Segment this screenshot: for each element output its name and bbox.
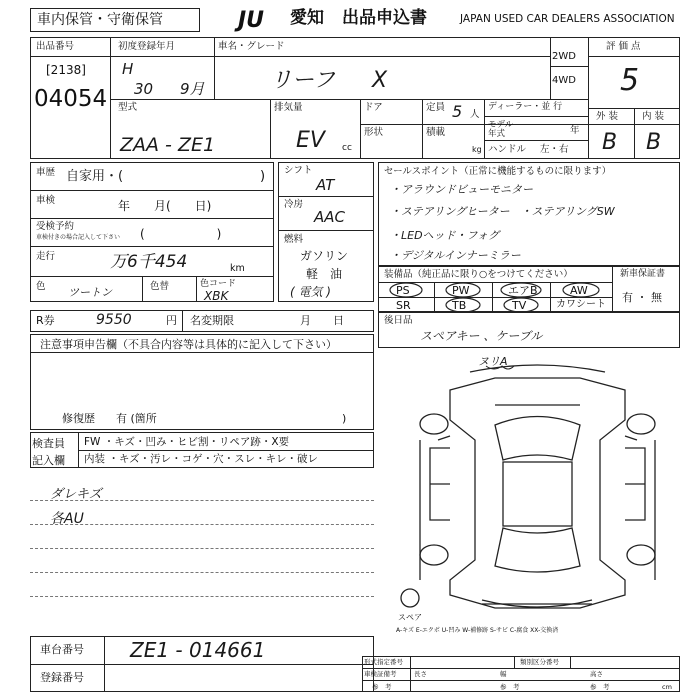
model-name: リーフ: [270, 68, 335, 93]
storage-label: 車内保管・守衛保管: [37, 12, 163, 28]
equip-tb: TB: [452, 299, 467, 312]
recycle-label: R券: [36, 314, 55, 327]
equip-sr: SR: [396, 299, 411, 312]
inspector-row1: FW ・キズ・凹み・ヒビ割・リペア跡・X要: [84, 436, 290, 448]
history-value: 自家用・(: [66, 169, 124, 184]
drive-4wd: 4WD: [552, 75, 576, 86]
sales-points-label: セールスポイント（正常に機能するものに限ります）: [384, 166, 612, 177]
diagram-top-label: ヌリA: [478, 355, 508, 368]
grade-label: 評 価 点: [606, 41, 641, 52]
mileage-label: 走行: [36, 251, 56, 262]
equip-tv: TV: [512, 299, 527, 312]
lot-label: 出品番号: [36, 41, 75, 52]
registration-year: 30: [134, 80, 154, 98]
history-close: ): [260, 169, 266, 184]
displacement-unit: cc: [342, 143, 352, 153]
lot-number: 04054: [34, 86, 108, 112]
doors-label: ドア: [364, 102, 383, 113]
color-code-label: 色コード: [200, 279, 237, 289]
cert-cm-unit: cm: [662, 683, 672, 691]
displacement-label: 排気量: [274, 102, 303, 113]
displacement-value: EV: [296, 128, 325, 153]
ac-label: 冷房: [284, 199, 304, 210]
sales-point-item: ・LEDヘッド・フォグ: [390, 229, 499, 242]
grade-exterior-value: B: [602, 130, 618, 155]
registration-label: 初度登録年月: [118, 41, 176, 52]
inspector-label: 検査員 記入欄: [32, 437, 65, 467]
model-grade: X: [372, 68, 388, 93]
color-code-value: XBK: [204, 289, 229, 303]
type-label: 型式: [118, 102, 138, 113]
cert-width-label: 幅: [500, 670, 507, 678]
cert-category-label: 類別区分番号: [520, 658, 559, 666]
registration-month: 9月: [180, 80, 205, 98]
equip-airbag: エアB: [508, 284, 538, 297]
check-label: 受検予約: [36, 221, 75, 232]
mileage-unit: km: [230, 263, 245, 274]
cert-ref-1: 参 考: [372, 683, 392, 691]
ac-value: AAC: [314, 208, 345, 226]
date-label: 名変期限: [190, 314, 234, 327]
date-value: 月 日: [300, 314, 344, 327]
check-value: ( ): [140, 227, 222, 241]
repair-label: 修復歴: [62, 412, 95, 425]
load-unit: kg: [472, 145, 482, 154]
inspector-row2: 内装 ・キズ・汚レ・コゲ・穴・スレ・キレ・破レ: [84, 453, 319, 465]
inspection-label: 車検: [36, 195, 56, 206]
equip-leather: カワシート: [556, 299, 606, 310]
lot-sub-number: [2138]: [46, 63, 86, 77]
load-label: 積載: [426, 127, 446, 138]
org-name: 愛知: [290, 8, 324, 28]
color-value: ツートン: [68, 286, 112, 299]
dealer-label: ディーラー・並 行: [488, 102, 563, 112]
equipment-label: 装備品（純正品に限り○をつけてください）: [384, 269, 573, 280]
association-name: JAPAN USED CAR DEALERS ASSOCIATION: [460, 13, 675, 25]
grade-score: 5: [620, 63, 640, 98]
recycle-unit: 円: [166, 314, 177, 327]
drive-2wd: 2WD: [552, 51, 576, 62]
shift-value: AT: [316, 176, 335, 194]
equip-ps: PS: [396, 284, 410, 297]
handle-options: 左・右: [540, 144, 569, 155]
fuel-gas: ガソリン: [300, 249, 349, 263]
equip-aw: AW: [570, 284, 588, 297]
accessories-value: スペアキー 、ケーブル: [420, 329, 543, 343]
registration-number-label: 登録番号: [40, 671, 84, 684]
cert-ref-3: 参 考: [590, 683, 610, 691]
diagram-legend: A-キズ E-エクボ U-凹み W-補修跡 S-サビ C-腐食 XX-交換済: [396, 627, 559, 634]
capacity-label: 定員: [426, 102, 446, 113]
repair-close: ): [342, 412, 347, 425]
type-value: ZAA - ZE1: [120, 134, 216, 156]
model-year-unit: 年: [570, 125, 580, 136]
cert-notes-label: 車検証備考: [364, 670, 397, 678]
grade-interior-value: B: [646, 130, 662, 155]
handle-label: ハンドル: [488, 144, 527, 155]
grade-interior-label: 内 装: [642, 111, 665, 122]
form-title: 出品申込書: [342, 8, 427, 28]
inspection-value: 年 月( 日): [118, 199, 212, 213]
chassis-label: 車台番号: [40, 643, 84, 656]
sales-point-item: ・ステアリングヒーター ・ステアリングSW: [390, 205, 615, 218]
capacity-unit: 人: [470, 109, 480, 120]
chassis-value: ZE1 - 014661: [130, 638, 266, 662]
sales-point-item: ・デジタルインナーミラー: [390, 249, 521, 262]
fuel-label: 燃料: [284, 234, 304, 245]
inspector-note-2: 各AU: [50, 511, 84, 527]
fuel-diesel: 軽 油: [306, 267, 343, 281]
warranty-options: 有 ・ 無: [622, 291, 662, 304]
logo-mark: JU: [238, 8, 265, 33]
color-label: 色: [36, 281, 46, 292]
inspector-note-1: ダレキズ: [50, 487, 102, 502]
diagram-bottom-label: スペア: [398, 613, 422, 622]
cert-length-label: 長さ: [414, 670, 427, 678]
accessories-label: 後日品: [384, 315, 413, 326]
cert-ref-2: 参 考: [500, 683, 520, 691]
capacity-value: 5: [452, 102, 463, 121]
registration-era: H: [122, 60, 134, 78]
history-label: 車歴: [36, 167, 56, 178]
cert-height-label: 高さ: [590, 670, 603, 678]
fuel-other: ( 電気 ): [290, 285, 331, 299]
shape-label: 形状: [364, 127, 384, 138]
cert-form-label: 形式指定番号: [364, 658, 403, 666]
sales-point-item: ・アラウンドビューモニター: [390, 183, 533, 196]
repair-value: 有 (箇所: [116, 412, 157, 425]
equip-pw: PW: [452, 284, 470, 297]
grade-exterior-label: 外 装: [596, 111, 619, 122]
shift-label: シフト: [284, 165, 313, 176]
check-sub: 車検付きの場合記入して下さい: [36, 234, 121, 241]
warranty-label: 新車保証書: [620, 269, 666, 279]
notes-label: 注意事項申告欄（不具合内容等は具体的に記入して下さい）: [40, 338, 337, 351]
model-label: 車名・グレード: [218, 41, 285, 52]
mileage-value: 万6千454: [110, 252, 188, 272]
color-change-label: 色替: [150, 281, 170, 292]
model-year-label: モデル 年式: [488, 120, 514, 139]
recycle-value: 9550: [96, 312, 132, 328]
